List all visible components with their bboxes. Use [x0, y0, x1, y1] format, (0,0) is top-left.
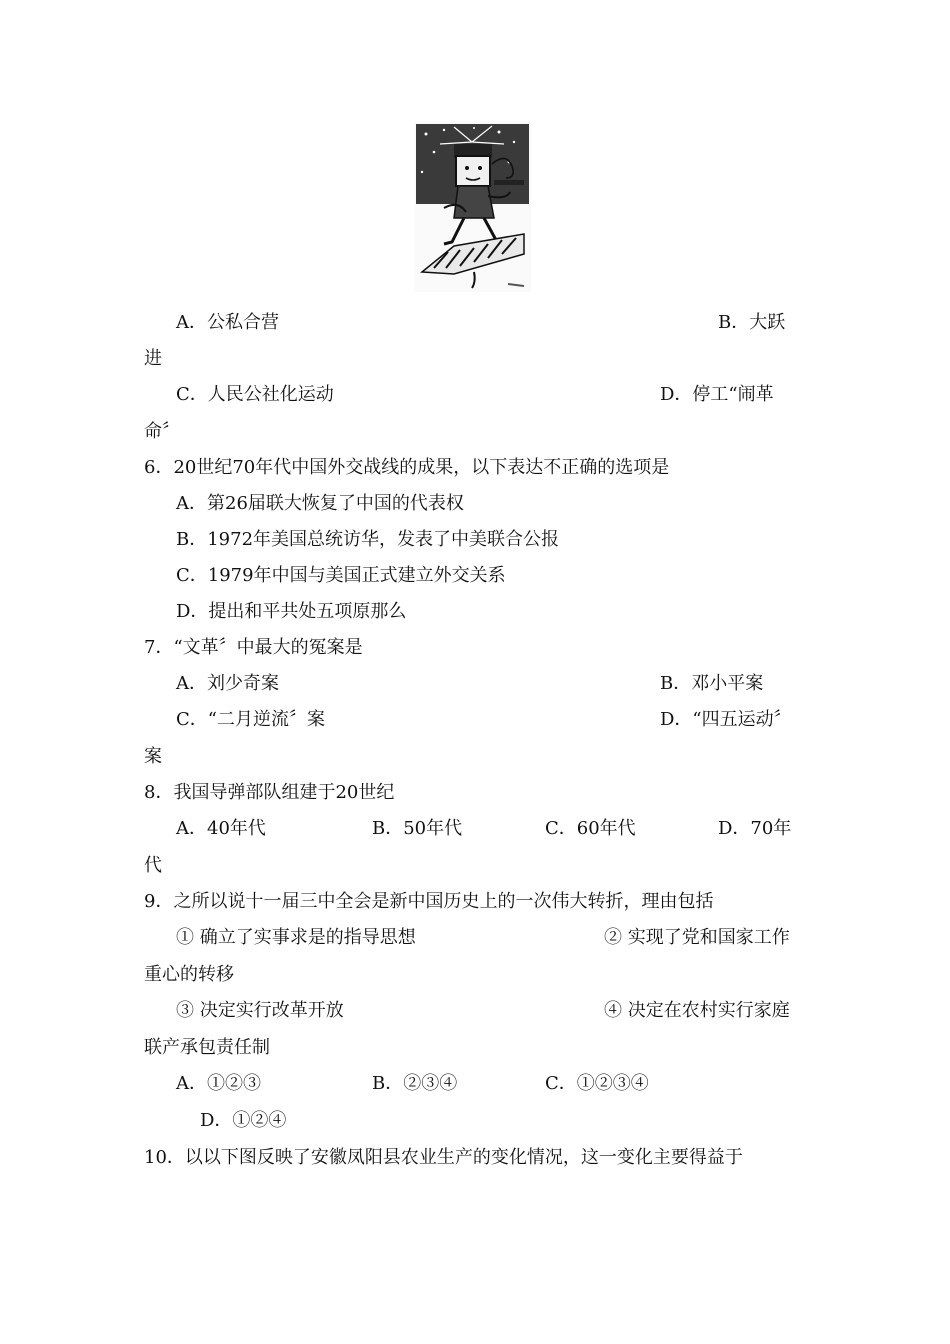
q7-option-d-wrap: 案 [144, 746, 162, 767]
q9-item-3: ③ 决定实行改革开放 [176, 1000, 344, 1021]
q6-option-a: A．第26届联大恢复了中国的代表权 [176, 493, 464, 514]
q9-stem: 9．之所以说十一届三中全会是新中国历史上的一次伟大转折，理由包括 [144, 891, 714, 912]
q5-option-d: D．停工“闹革 [660, 384, 774, 405]
q8-option-c: C．60年代 [545, 818, 636, 839]
q9-item-4: ④ 决定在农村实行家庭 [604, 1000, 790, 1021]
q5-option-c: C．人民公社化运动 [176, 384, 334, 405]
q9-option-d: D．①②④ [200, 1110, 287, 1131]
q7-stem: 7．“文革〞中最大的冤案是 [144, 637, 363, 658]
q9-item-2: ② 实现了党和国家工作 [604, 927, 790, 948]
q6-option-c: C．1979年中国与美国正式建立外交关系 [176, 565, 506, 586]
q10-stem: 10．以以下图反映了安徽凤阳县农业生产的变化情况，这一变化主要得益于 [144, 1147, 743, 1168]
q5-option-b: B．大跃 [718, 312, 786, 333]
q7-option-b: B．邓小平案 [660, 673, 764, 694]
q8-option-d-wrap: 代 [144, 855, 162, 876]
q5-option-a: A．公私合营 [176, 312, 279, 333]
q8-stem: 8．我国导弹部队组建于20世纪 [144, 782, 395, 803]
q9-option-b: B．②③④ [372, 1073, 458, 1094]
q9-item-1: ① 确立了实事求是的指导思想 [176, 927, 416, 948]
q9-item-4-wrap: 联产承包责任制 [144, 1037, 270, 1058]
q7-option-d: D．“四五运动〞 [660, 709, 792, 730]
q8-option-d: D．70年 [718, 818, 792, 839]
q9-option-a: A．①②③ [176, 1073, 261, 1094]
q8-option-b: B．50年代 [372, 818, 463, 839]
q6-option-b: B．1972年美国总统访华，发表了中美联合公报 [176, 529, 560, 550]
q9-option-c: C．①②③④ [545, 1073, 649, 1094]
q5-option-b-wrap: 进 [144, 348, 162, 369]
cartoon-illustration [414, 122, 531, 292]
q6-option-d: D．提出和平共处五项原那么 [176, 601, 407, 622]
q5-option-d-wrap: 命〞 [144, 421, 180, 442]
q9-item-2-wrap: 重心的转移 [144, 964, 234, 985]
q8-option-a: A．40年代 [176, 818, 266, 839]
q7-option-a: A．刘少奇案 [176, 673, 279, 694]
q6-stem: 6．20世纪70年代中国外交战线的成果，以下表达不正确的选项是 [144, 457, 670, 478]
q7-option-c: C．“二月逆流〞案 [176, 709, 325, 730]
